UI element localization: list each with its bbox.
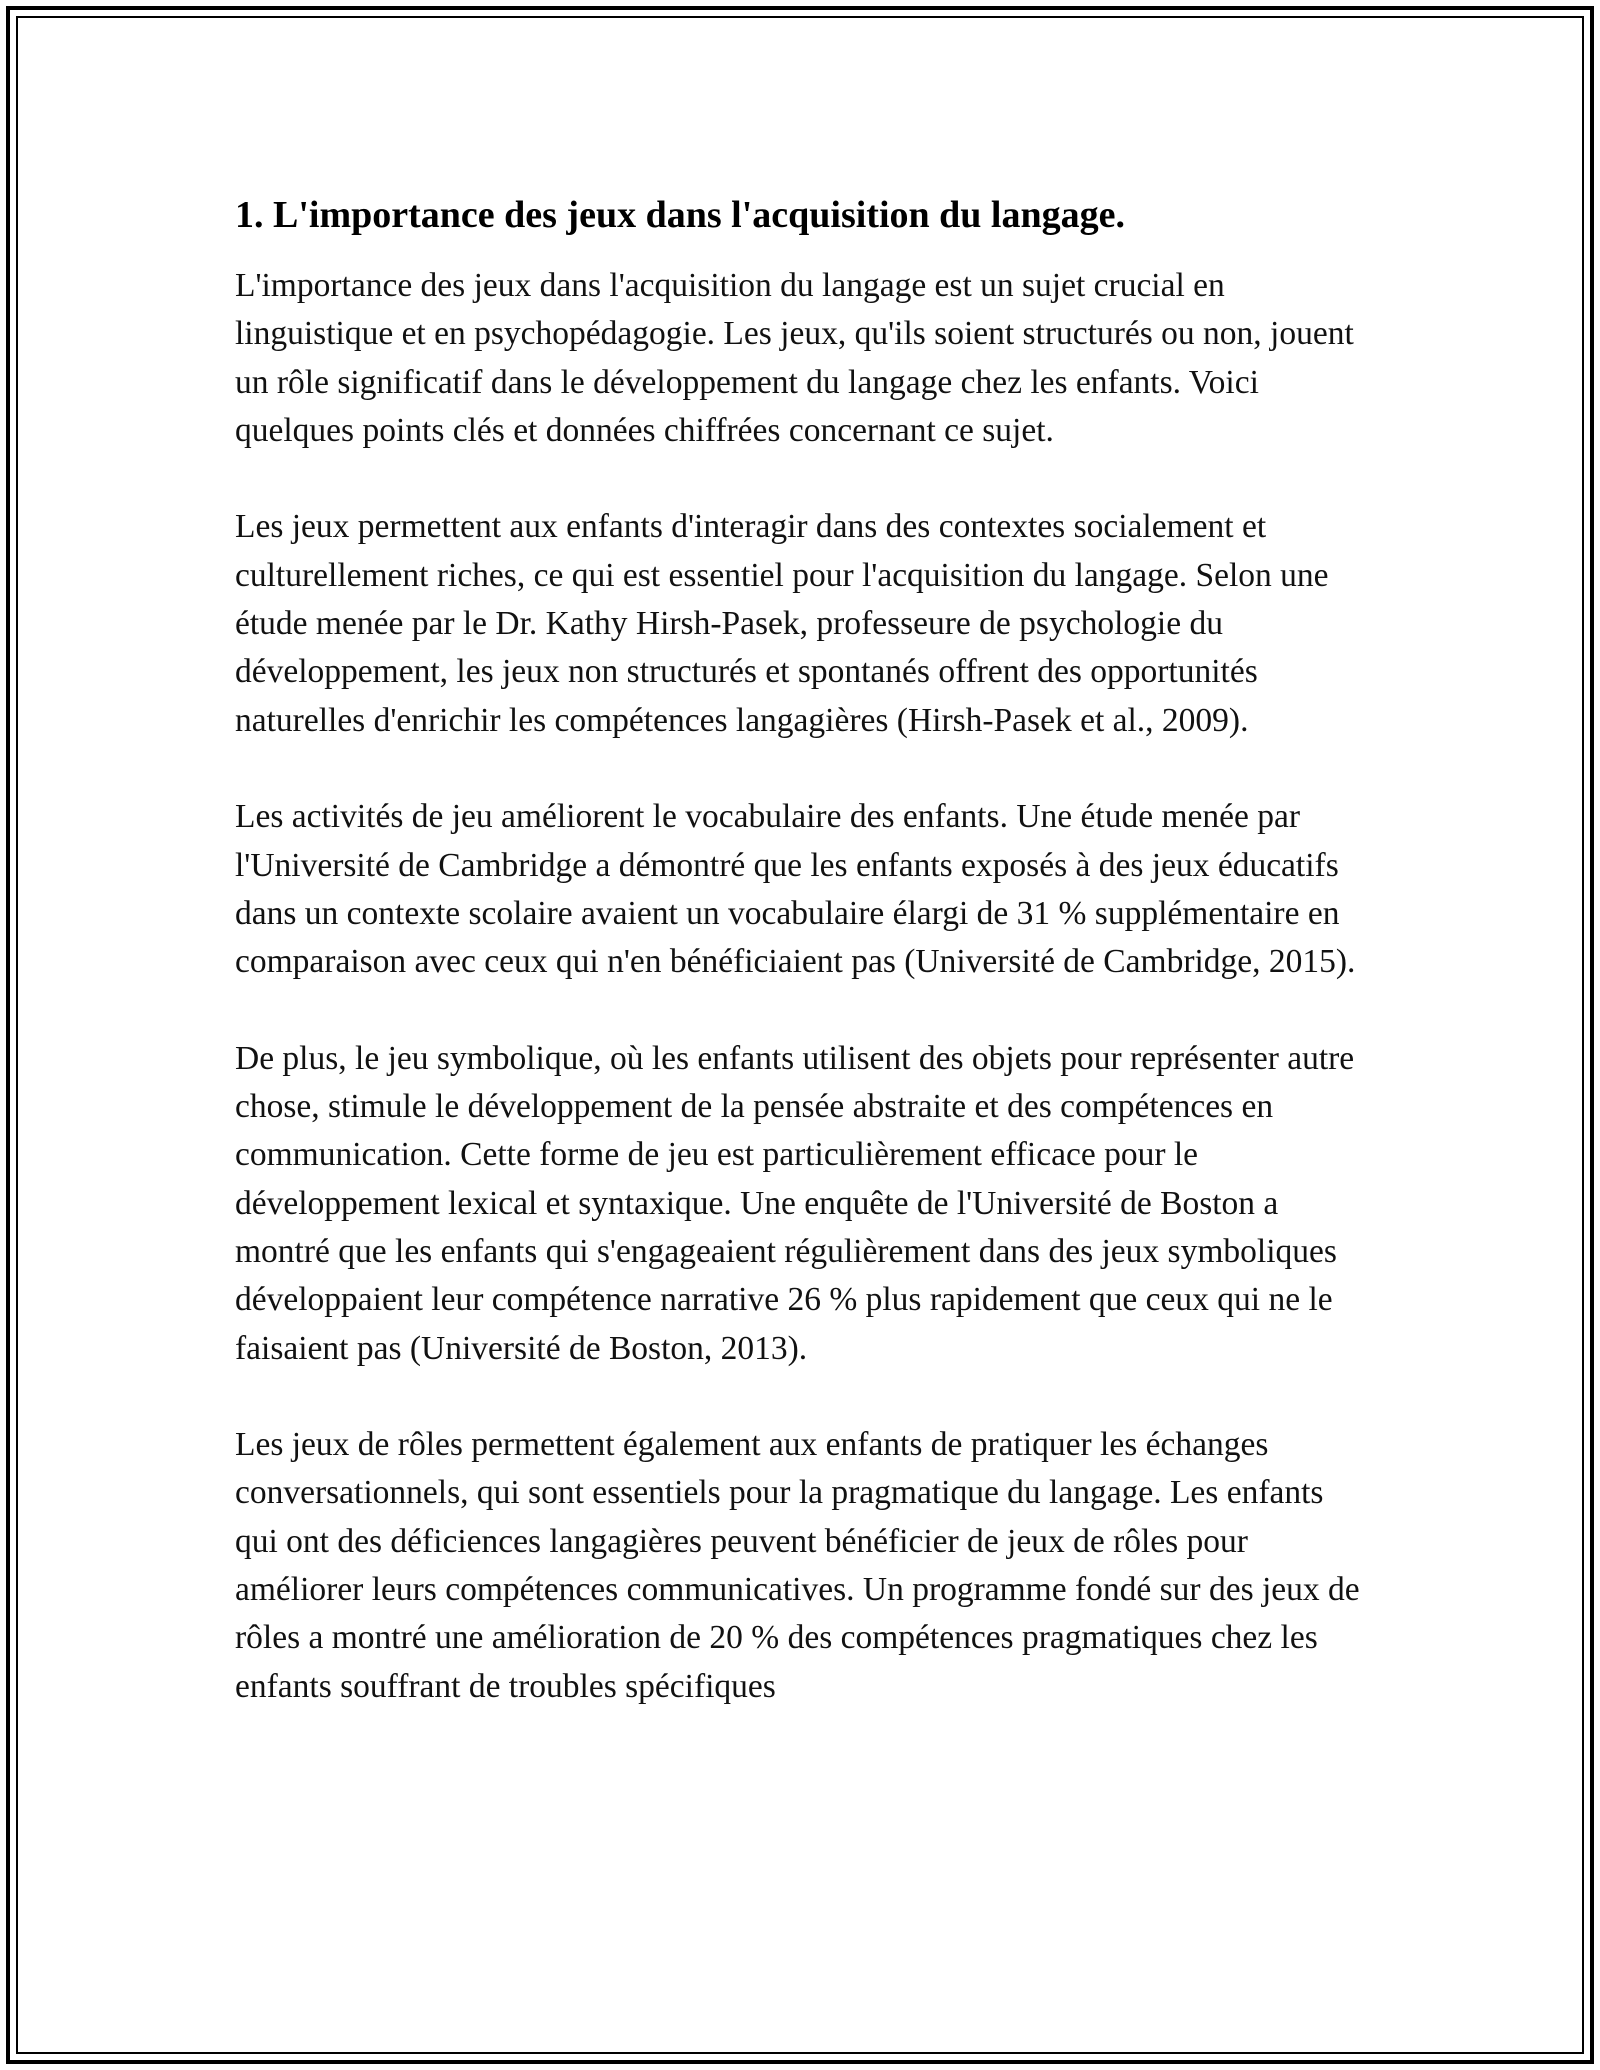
paragraph-role-play: Les jeux de rôles permettent également aux enfants de pratiquer les échanges conversationnels, qui sont essentiels pour la pragmatique du langage. Les enfants qui ont des déficiences langagières peuvent bénéficier de jeux de rôles pour améliorer leurs compétences communicatives. Un programme fondé sur des jeux de rôles a montré une amélioration de 20 % des compétences pragmatiques chez les enfants souffrant de troubles spécifiques — [235, 1426, 1360, 1705]
paragraph-intro: L'importance des jeux dans l'acquisition du langage est un sujet crucial en linguistique et en psychopédagogie. Les jeux, qu'ils soient structurés ou non, jouent un rôle significatif dans le développement du langage chez les enfants. Voici quelques points clés et données chiffrées concernant ce sujet. — [235, 267, 1354, 449]
section-title: 1. L'importance des jeux dans l'acquisition du langage. — [235, 194, 1125, 236]
paragraph-symbolic-play: De plus, le jeu symbolique, où les enfants utilisent des objets pour représenter autre chose, stimule le développement de la pensée abstraite et des compétences en communication. Cette forme de jeu est particulièrement efficace pour le développement lexical et syntaxique. Une enquête de l'Université de Boston a montré que les enfants qui s'engageaient régulièrement dans des jeux symboliques développaient leur compétence narrative 26 % plus rapidement que ceux qui ne le faisaient pas (Université de Boston, 2013). — [235, 1039, 1355, 1367]
document-body — [235, 190, 1370, 1759]
paragraph-social-context: Les jeux permettent aux enfants d'interagir dans des contextes socialement et culturellement riches, ce qui est essentiel pour l'acquisition du langage. Selon une étude menée par le Dr. Kathy Hirsh-Pasek, professeure de psychologie du développement, les jeux non structurés et spontanés offrent des opportunités naturelles d'enrichir les compétences langagières (Hirsh-Pasek et al., 2009). — [235, 508, 1329, 739]
paragraph-vocabulary: Les activités de jeu améliorent le vocabulaire des enfants. Une étude menée par l'Université de Cambridge a démontré que les enfants exposés à des jeux éducatifs dans un contexte scolaire avaient un vocabulaire élargi de 31 % supplémentaire en comparaison avec ceux qui n'en bénéficiaient pas (Université de Cambridge, 2015). — [235, 798, 1356, 981]
